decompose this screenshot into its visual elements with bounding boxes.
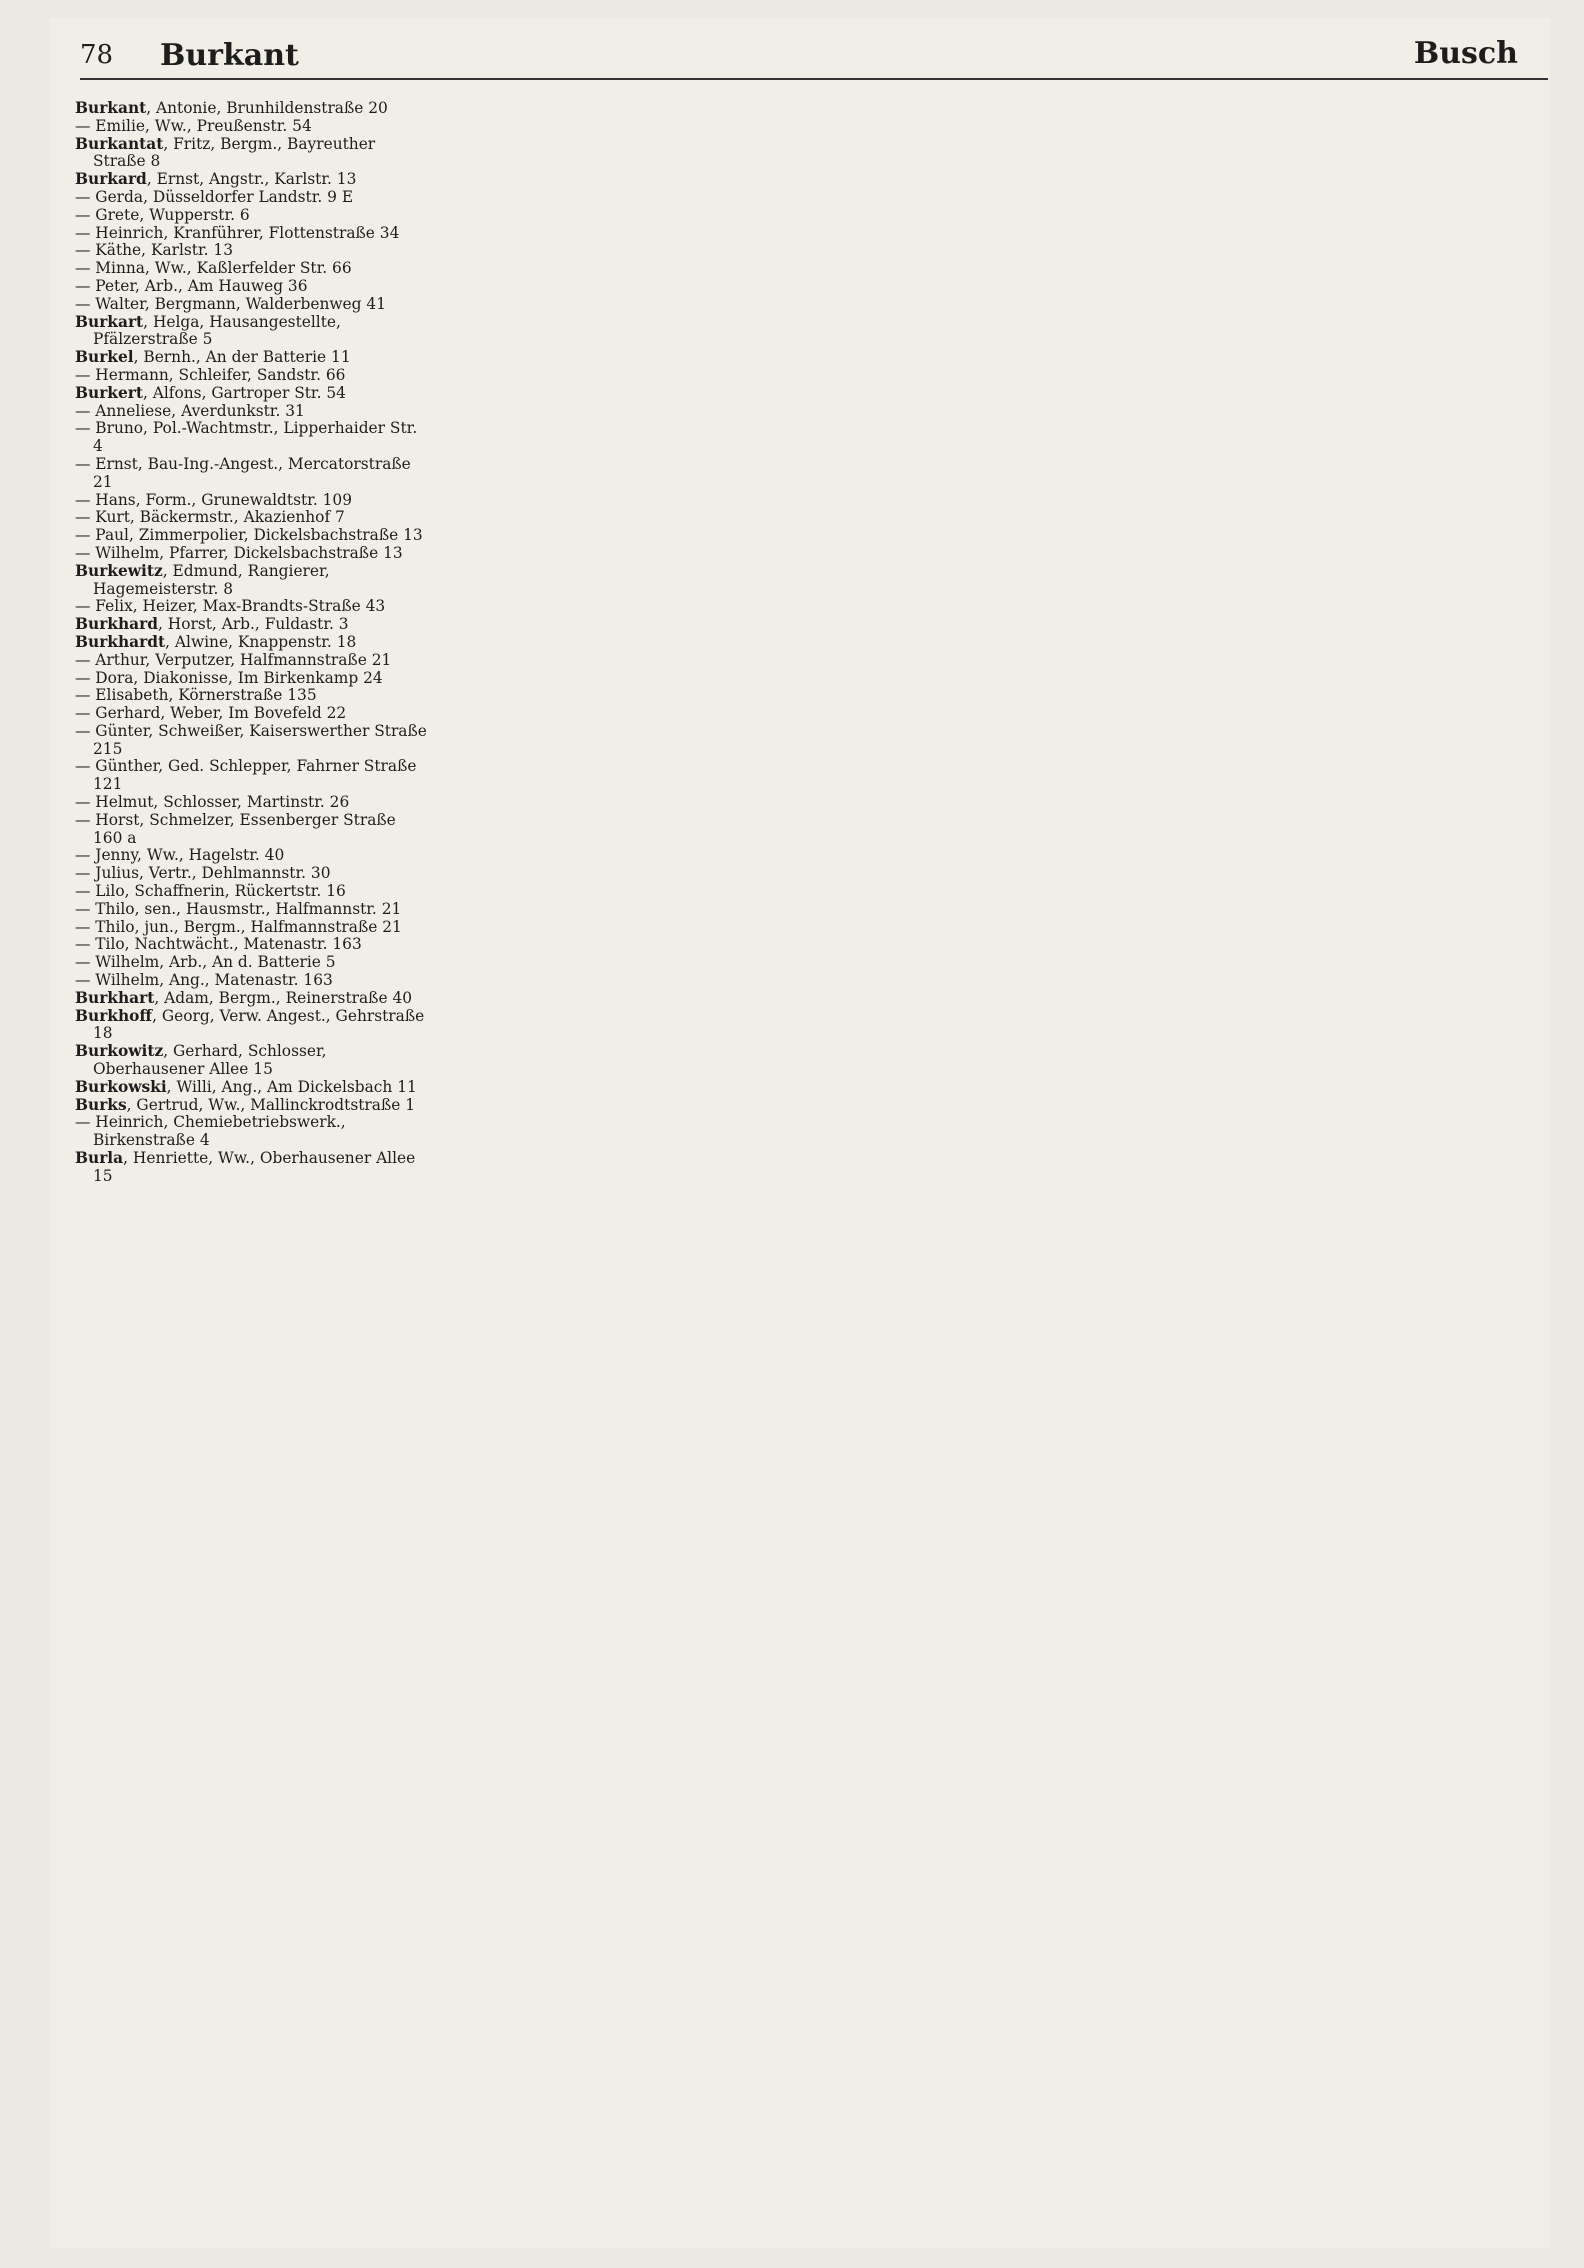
directory-page: [50, 18, 1550, 2248]
directory-entry: — Heinrich, Kranführer, Flottenstraße 34: [75, 223, 400, 242]
directory-entry: — Lilo, Schaffnerin, Rückertstr. 16: [75, 882, 346, 901]
directory-entry: — Jenny, Ww., Hagelstr. 40: [75, 846, 285, 865]
directory-entry: — Gerda, Düsseldorfer Landstr. 9 E: [75, 187, 354, 206]
directory-entry: — Arthur, Verputzer, Halfmannstraße 21: [75, 650, 392, 669]
directory-entry: Burkowski, Willi, Ang., Am Dickelsbach 11: [75, 1077, 417, 1096]
directory-entry: — Hermann, Schleifer, Sandstr. 66: [75, 365, 346, 384]
directory-entry: — Günther, Ged. Schlepper, Fahrner Straße 121: [75, 757, 417, 794]
directory-entry: Burkert, Alfons, Gartroper Str. 54: [75, 383, 346, 402]
page-number: 78: [80, 40, 114, 70]
directory-entry: — Kurt, Bäckermstr., Akazienhof 7: [75, 508, 345, 527]
left-running-head: Burkant: [160, 38, 299, 73]
directory-entry: — Wilhelm, Arb., An d. Batterie 5: [75, 953, 336, 972]
directory-entry: Burkewitz, Edmund, Rangierer, Hagemeisterstr. 8: [75, 561, 330, 598]
directory-entry: Burkant, Antonie, Brunhildenstraße 20: [75, 99, 388, 117]
right-running-head: Busch: [1413, 36, 1518, 71]
directory-entry: — Grete, Wupperstr. 6: [75, 205, 250, 224]
directory-entry: — Emilie, Ww., Preußenstr. 54: [75, 116, 312, 135]
directory-entry: Burkhoff, Georg, Verw. Angest., Gehrstraße 18: [75, 1006, 425, 1043]
directory-entry: — Paul, Zimmerpolier, Dickelsbachstraße 13: [75, 526, 423, 545]
directory-entry: — Anneliese, Averdunkstr. 31: [75, 401, 305, 420]
directory-entry: Burkhardt, Alwine, Knappenstr. 18: [75, 632, 357, 651]
directory-entry: Burks, Gertrud, Ww., Mallinckrodtstraße 1: [75, 1095, 416, 1114]
directory-entry: — Walter, Bergmann, Walderbenweg 41: [75, 294, 386, 313]
page-header: [80, 28, 1548, 80]
directory-entry: — Dora, Diakonisse, Im Birkenkamp 24: [75, 668, 383, 687]
directory-entry: Burkel, Bernh., An der Batterie 11: [75, 348, 351, 367]
directory-entry: — Thilo, jun., Bergm., Halfmannstraße 21: [75, 917, 402, 936]
column-1: [75, 100, 430, 1186]
directory-entry: — Gerhard, Weber, Im Bovefeld 22: [75, 704, 347, 723]
directory-entry: Burkard, Ernst, Angstr., Karlstr. 13: [75, 170, 357, 189]
directory-entry: — Wilhelm, Ang., Matenastr. 163: [75, 971, 333, 990]
directory-entry: — Hans, Form., Grunewaldtstr. 109: [75, 490, 353, 509]
directory-entry: — Felix, Heizer, Max-Brandts-Straße 43: [75, 597, 386, 616]
directory-entry: Burkart, Helga, Hausangestellte, Pfälzerstraße 5: [75, 312, 341, 349]
directory-entry: — Bruno, Pol.-Wachtmstr., Lipperhaider Str. 4: [75, 419, 418, 456]
directory-entry: Burkhart, Adam, Bergm., Reinerstraße 40: [75, 988, 413, 1007]
directory-entry: Burkantat, Fritz, Bergm., Bayreuther Straße 8: [75, 134, 376, 171]
directory-entry: — Peter, Arb., Am Hauweg 36: [75, 276, 308, 295]
directory-entry: — Ernst, Bau-Ing.-Angest., Mercatorstraße 21: [75, 454, 411, 491]
directory-entry: — Julius, Vertr., Dehlmannstr. 30: [75, 864, 331, 883]
directory-entry: — Elisabeth, Körnerstraße 135: [75, 686, 317, 705]
directory-entry: — Thilo, sen., Hausmstr., Halfmannstr. 21: [75, 899, 402, 918]
directory-entry: — Käthe, Karlstr. 13: [75, 241, 234, 260]
directory-entry: — Tilo, Nachtwächt., Matenastr. 163: [75, 935, 362, 954]
directory-entry: — Günter, Schweißer, Kaiserswerther Straße 215: [75, 721, 427, 758]
directory-entry: Burkhard, Horst, Arb., Fuldastr. 3: [75, 615, 349, 634]
directory-entry: — Helmut, Schlosser, Martinstr. 26: [75, 793, 350, 812]
directory-entry: — Horst, Schmelzer, Essenberger Straße 160 a: [75, 810, 396, 847]
directory-entry: — Heinrich, Chemiebetriebswerk., Birkenstraße 4: [75, 1113, 346, 1150]
directory-entry: — Minna, Ww., Kaßlerfelder Str. 66: [75, 259, 352, 278]
directory-entry: Burla, Henriette, Ww., Oberhausener Allee 15: [75, 1149, 416, 1185]
directory-entry: Burkowitz, Gerhard, Schlosser, Oberhausener Allee 15: [75, 1042, 327, 1079]
directory-entry: — Wilhelm, Pfarrer, Dickelsbachstraße 13: [75, 543, 403, 562]
